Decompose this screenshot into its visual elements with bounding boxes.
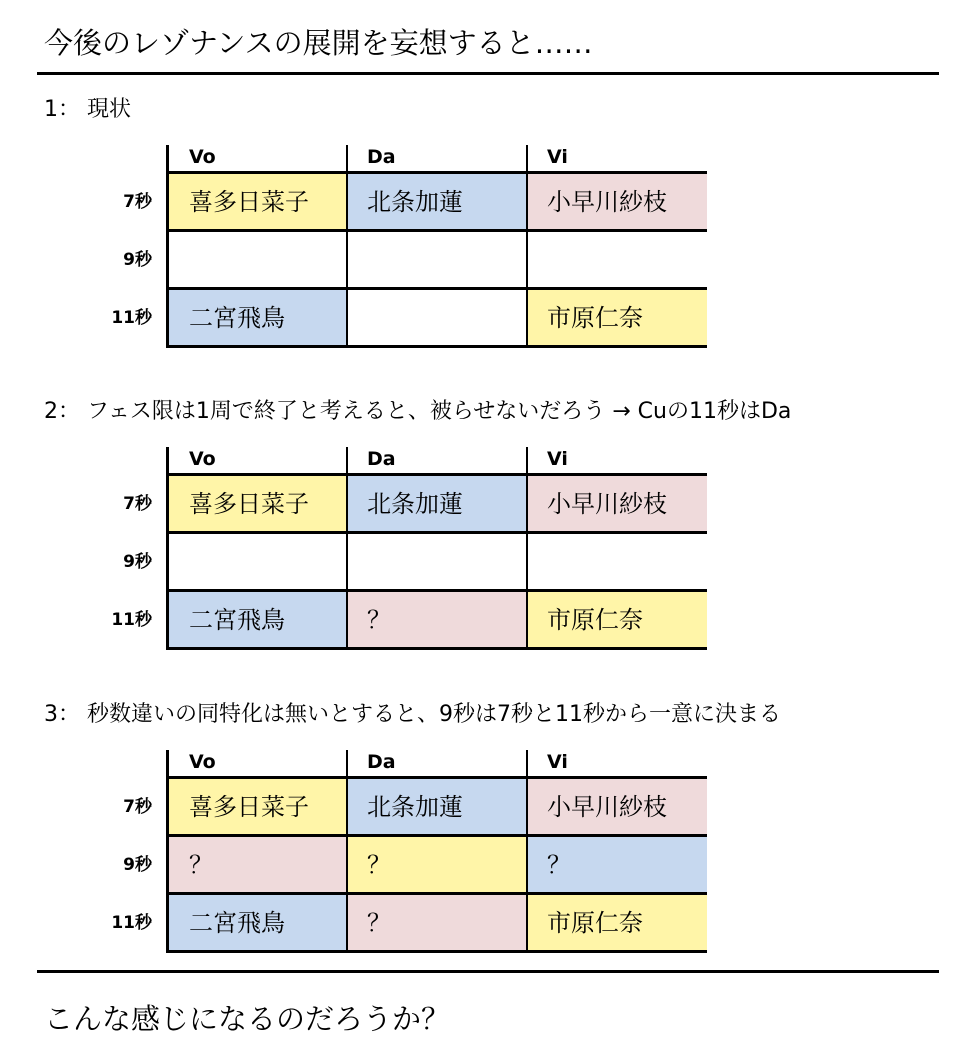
table-cell (527, 232, 707, 288)
table-cell: ？ (527, 837, 707, 893)
table-cell: 北条加蓮 (347, 174, 527, 230)
table-row-header-divider (166, 750, 169, 951)
bottom-divider (37, 970, 939, 973)
row-label: 7秒 (123, 797, 152, 817)
row-label: 11秒 (111, 610, 152, 630)
table-cell (347, 232, 527, 288)
table-row-divider (166, 589, 707, 592)
assignment-table-3 (0, 747, 974, 957)
table-column-divider (346, 750, 348, 951)
row-label: 9秒 (123, 250, 152, 270)
column-header: Da (367, 448, 396, 470)
table-row-divider (166, 776, 707, 779)
table-row-divider (166, 171, 707, 174)
table-column-divider (346, 447, 348, 648)
table-cell: 小早川紗枝 (527, 779, 707, 835)
table-row-header-divider (166, 447, 169, 648)
table-row-divider (166, 834, 707, 837)
table-cell: 二宮飛鳥 (169, 290, 347, 346)
table-row-divider (166, 647, 707, 650)
column-header: Da (367, 751, 396, 773)
table-row-divider (166, 473, 707, 476)
table-row-divider (166, 892, 707, 895)
table-cell (347, 290, 527, 346)
column-header: Vi (547, 448, 568, 470)
table-cell: 市原仁奈 (527, 895, 707, 951)
table-column-divider (526, 145, 528, 346)
table-cell: 小早川紗枝 (527, 174, 707, 230)
table-cell: 小早川紗枝 (527, 476, 707, 532)
column-header: Vo (189, 146, 216, 168)
column-header: Vi (547, 146, 568, 168)
row-label: 9秒 (123, 855, 152, 875)
assignment-table-2 (0, 444, 974, 654)
column-header: Vi (547, 751, 568, 773)
table-cell (169, 534, 347, 590)
column-header: Vo (189, 751, 216, 773)
assignment-table-1 (0, 142, 974, 352)
table-row-divider (166, 345, 707, 348)
table-row-divider (166, 229, 707, 232)
table-column-divider (346, 145, 348, 346)
table-cell: 喜多日菜子 (169, 779, 347, 835)
table-column-divider (526, 750, 528, 951)
section-heading-2: 2： フェス限は1周で終了と考えると、被らせないだろう → Cuの11秒はDa (44, 399, 792, 424)
page-title: 今後のレゾナンスの展開を妄想すると…… (44, 26, 593, 60)
row-label: 7秒 (123, 192, 152, 212)
section-heading-3: 3： 秒数違いの同特化は無いとすると、9秒は7秒と11秒から一意に決まる (44, 702, 781, 727)
table-cell: 北条加蓮 (347, 779, 527, 835)
row-label: 11秒 (111, 913, 152, 933)
table-cell: ？ (347, 837, 527, 893)
table-cell (169, 232, 347, 288)
table-cell: ？ (169, 837, 347, 893)
column-header: Vo (189, 448, 216, 470)
table-row-header-divider (166, 145, 169, 346)
column-header: Da (367, 146, 396, 168)
table-cell: 二宮飛鳥 (169, 592, 347, 648)
table-cell: 二宮飛鳥 (169, 895, 347, 951)
table-cell: 市原仁奈 (527, 592, 707, 648)
row-label: 11秒 (111, 308, 152, 328)
table-cell: ？ (347, 895, 527, 951)
table-cell (347, 534, 527, 590)
table-cell: ？ (347, 592, 527, 648)
closing-question: こんな感じになるのだろうか？ (44, 1002, 451, 1036)
row-label: 9秒 (123, 552, 152, 572)
table-cell: 北条加蓮 (347, 476, 527, 532)
table-cell: 喜多日菜子 (169, 174, 347, 230)
table-row-divider (166, 287, 707, 290)
table-cell: 市原仁奈 (527, 290, 707, 346)
section-heading-1: 1： 現状 (44, 97, 131, 122)
table-row-divider (166, 531, 707, 534)
row-label: 7秒 (123, 494, 152, 514)
table-row-divider (166, 950, 707, 953)
top-divider (37, 72, 939, 75)
table-cell (527, 534, 707, 590)
table-column-divider (526, 447, 528, 648)
table-cell: 喜多日菜子 (169, 476, 347, 532)
